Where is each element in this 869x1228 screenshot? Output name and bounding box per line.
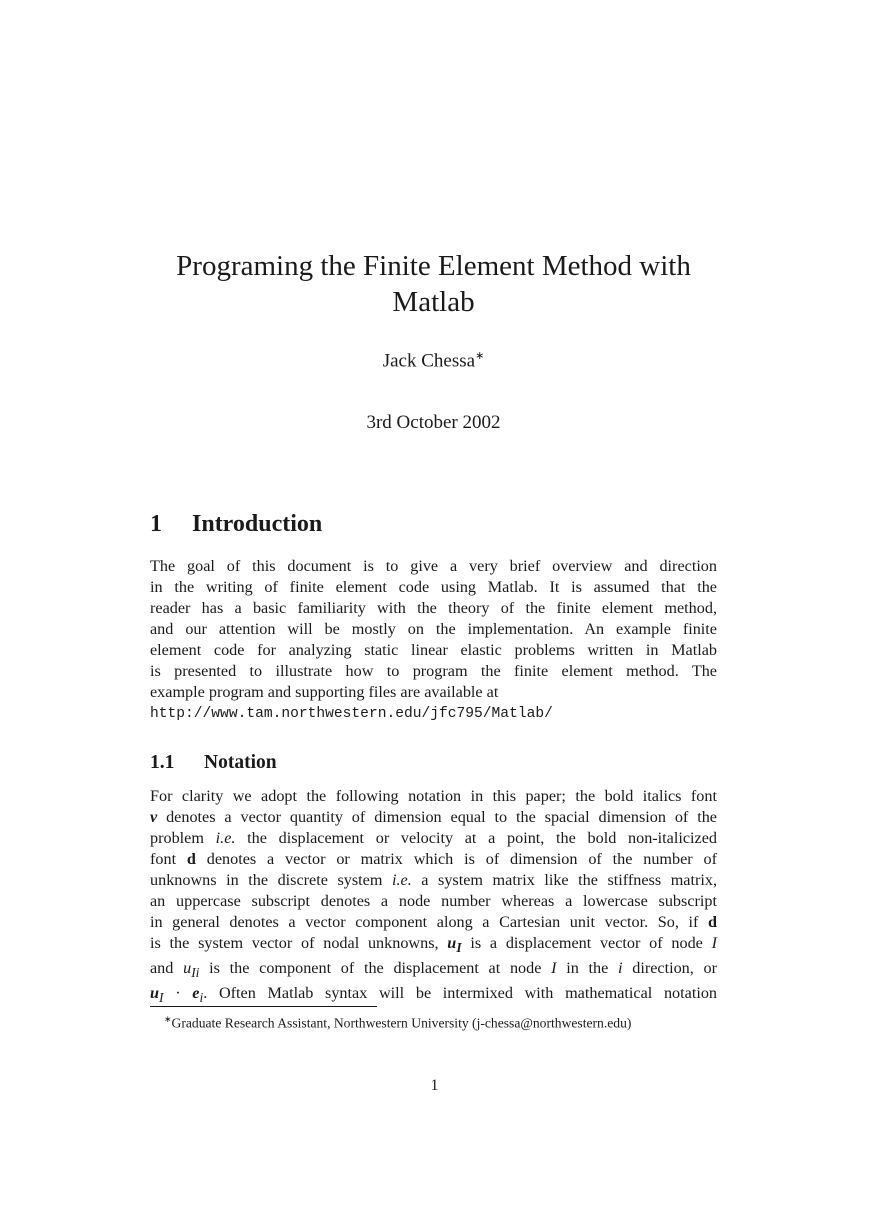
text-run: is the system vector of nodal unknowns, [150, 934, 448, 952]
footnote-mark: ∗ [164, 1014, 172, 1024]
paragraph-line: and our attention will be mostly on the implementation. An example finite [150, 620, 717, 638]
math-symbol: u [183, 959, 192, 978]
math-symbol: e [192, 984, 200, 1003]
subsection-number: 1.1 [150, 752, 175, 773]
text-run: in the [556, 959, 619, 978]
text-run: is a displacement vector of node [461, 934, 712, 952]
text-run: is the component of the displacement at node [199, 959, 552, 978]
math-symbol: d [186, 850, 196, 868]
paragraph-line [150, 807, 717, 828]
paragraph-line [150, 891, 717, 912]
text-run: . Often Matlab syntax will be intermixed with mathematical notation [203, 984, 718, 1003]
math-symbol: I [711, 934, 718, 952]
author [150, 344, 717, 373]
text-run: unknowns in the discrete system [150, 871, 392, 889]
text-run: and [150, 959, 184, 978]
program-url[interactable]: http://www.tam.northwestern.edu/jfc795/Matlab/ [150, 706, 553, 722]
paragraph-line [150, 828, 717, 849]
paragraph-line [150, 958, 717, 983]
text-run: i.e. [391, 871, 412, 889]
paragraph-line [150, 983, 717, 1008]
text-run: denotes a vector quantity of dimension equal to the spacial dimension of the [157, 808, 717, 826]
math-symbol: d [707, 913, 717, 931]
paragraph-line: is presented to illustrate how to program the finite element method. The [150, 662, 717, 680]
text-run: an uppercase subscript denotes a node number whereas a lowercase subscript [150, 892, 717, 910]
section-title: Introduction [192, 511, 323, 537]
section-number: 1 [150, 511, 162, 537]
subsection-heading-notation [150, 750, 277, 776]
math-subscript: I [159, 990, 164, 1006]
author-footnote-mark: ∗ [475, 350, 485, 362]
math-subscript: I [456, 940, 462, 956]
math-symbol: v [150, 808, 158, 826]
page-number: 1 [430, 1077, 439, 1094]
text-run: direction, or [622, 959, 717, 978]
section-heading-introduction [150, 509, 322, 539]
math-subscript: Ii [191, 965, 200, 981]
paragraph-line [150, 786, 717, 807]
text-run: denotes a vector or matrix which is of dimension of the number of [195, 850, 717, 868]
author-name: Jack Chessa [382, 350, 476, 372]
paragraph-line [150, 933, 717, 958]
date: 3rd October 2002 [366, 412, 501, 433]
footnote-rule [150, 1006, 377, 1007]
paper-title [150, 248, 717, 320]
paragraph-line: example program and supporting files are available at [150, 683, 499, 701]
notation-paragraph [150, 786, 717, 1009]
paragraph-line [150, 870, 717, 891]
paragraph-line: in the writing of finite element code using Matlab. It is assumed that the [150, 578, 717, 596]
introduction-paragraph [150, 556, 717, 703]
paragraph-line [150, 849, 717, 870]
text-run: font [150, 850, 187, 868]
paragraph-line [150, 912, 717, 933]
math-subscript: i [199, 990, 204, 1006]
text-run: in general denotes a vector component along a Cartesian unit vector. So, if [150, 913, 708, 931]
text-run: For clarity we adopt the following notation in this paper; the bold italics font [150, 787, 717, 805]
title-line-2: Matlab [392, 286, 475, 318]
math-symbol: i [618, 959, 623, 978]
text-run: a system matrix like the stiffness matrix, [411, 871, 718, 889]
math-symbol: u [447, 934, 457, 952]
footnote-text: Graduate Research Assistant, Northwestern University (j-chessa@northwestern.edu) [171, 1015, 632, 1031]
text-run: problem [150, 829, 216, 847]
paragraph-line: reader has a basic familiarity with the theory of the finite element method, [150, 599, 717, 617]
title-line-1: Programing the Finite Element Method with [176, 250, 691, 282]
paragraph-line: element code for analyzing static linear elastic problems written in Matlab [150, 641, 717, 659]
math-operator: · [163, 984, 193, 1003]
text-run: i.e. [215, 829, 236, 847]
text-run: the displacement or velocity at a point, the bold non-italicized [235, 829, 717, 847]
footnote [164, 1010, 631, 1033]
math-symbol: I [551, 959, 557, 978]
math-symbol: u [150, 984, 160, 1003]
paragraph-line: The goal of this document is to give a very brief overview and direction [150, 557, 717, 575]
subsection-title: Notation [204, 752, 277, 773]
